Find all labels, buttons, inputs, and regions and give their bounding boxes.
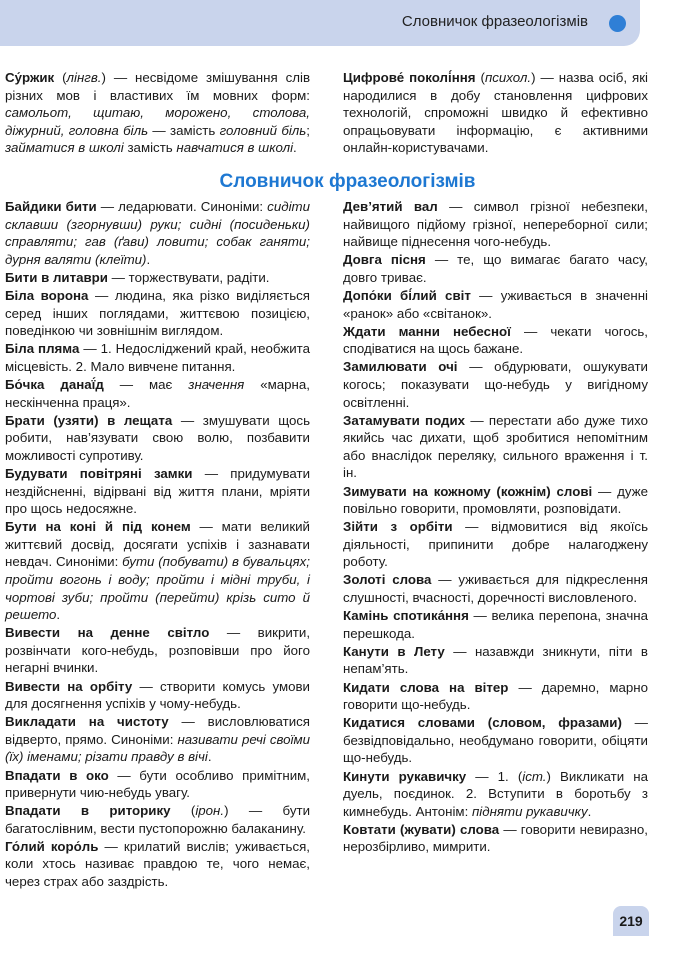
entry-text: . <box>207 749 212 765</box>
left-dictionary-column <box>5 198 310 891</box>
dictionary-entry <box>343 714 648 767</box>
entry-text: замість <box>123 140 177 156</box>
entry-term: Замилювати очі <box>343 359 458 375</box>
entry-term: Зійти з орбіти <box>343 519 453 535</box>
entry-term: Камінь спотика́ння <box>343 608 469 624</box>
entry-text: — торжествувати, радіти. <box>107 269 270 285</box>
dictionary-entry <box>343 679 648 714</box>
entry-term: Затамувати подих <box>343 412 466 428</box>
dictionary-entry <box>343 518 648 571</box>
dictionary-entry <box>5 465 310 518</box>
entry-term: Будувати повітряні замки <box>5 465 193 481</box>
entry-text: — уживається для підкреслення слушності, вчасності, доречності висловленого. <box>343 572 648 606</box>
top-left-column <box>5 69 310 157</box>
entry-text: — людина, яка різко виділяється серед інших поглядами, життєвою позицією, поведінкою чи зовнішнім виглядом. <box>5 287 310 339</box>
entry-text: «марна, нескінченна праця». <box>5 376 310 410</box>
entry-term: Ждати манни небесної <box>343 323 511 339</box>
entry-term: Бо́чка данаї́д <box>5 376 104 392</box>
entry-text: ; <box>306 122 310 138</box>
entry-text: — 1. Недосліджений край, необжита місцевість. 2. Мало вивчене питання. <box>5 341 310 374</box>
entry-text: ( <box>170 803 196 819</box>
entry-text: — дуже повільно говорити, промовляти, розповідати. <box>343 483 648 517</box>
entry-text: — назавжди зникнути, піти в непам’ять. <box>343 643 648 677</box>
dictionary-entry <box>343 198 648 251</box>
dictionary-entry <box>343 643 648 678</box>
entry-text: ( <box>475 70 485 85</box>
entry-italic-text: значення <box>188 376 245 392</box>
dictionary-entry <box>343 358 648 411</box>
dictionary-entry <box>343 251 648 286</box>
dictionary-entry <box>5 802 310 837</box>
entry-italic-text: лінгв. <box>66 70 102 85</box>
entry-text: ) — назва осіб, які народилися в добу становлення цифрових технологій, спроможні швидко й ефективно опрацьовувати інформацію, є активними онлайн-користувачами. <box>343 70 648 156</box>
entry-term: Впадати в риторику <box>5 803 171 819</box>
dictionary-entry <box>5 287 310 340</box>
entry-text: — перестати або дуже тихо якийсь час дихати, щоб зробитися непомітним або внаслідок переляку, сильного враження і т. ін. <box>343 412 649 481</box>
entry-italic-text: називати речі своїми (їх) іменами; різати правду в вічі <box>5 731 310 765</box>
entry-term: Байдики бити <box>5 199 97 214</box>
entry-text: — велика перепона, значна перешкода. <box>343 608 648 641</box>
dictionary-entry <box>5 198 310 268</box>
entry-term: Викладати на чистоту <box>5 714 169 730</box>
entry-text: — уживається в значенні «ранок» або «світанок». <box>343 287 648 321</box>
entry-text: ( <box>54 70 67 85</box>
entry-term: Канути в Лету <box>343 643 445 659</box>
entry-text: — крилатий вислів; уживається, коли хтось називає правдою те, чого немає, через страх або заздрість. <box>5 838 310 890</box>
dictionary-entry <box>343 571 648 606</box>
entry-text: — даремно, марно говорити що-небудь. <box>343 679 648 713</box>
entry-term: Біла ворона <box>5 287 89 303</box>
entry-text: . <box>146 251 151 267</box>
entry-term: Золоті слова <box>343 572 432 588</box>
header-dot-icon <box>609 15 626 32</box>
entry-text: — відмовитися від якоїсь діяльності, припинити добре налагоджену роботу. <box>343 519 648 570</box>
entry-term: Кидатися словами (словом, фразами) <box>343 715 622 731</box>
dictionary-entry <box>343 287 648 322</box>
top-left-entry <box>5 69 310 157</box>
entry-text: — бути особливо примітним, привернути чию-небудь увагу. <box>5 767 310 801</box>
entry-text: ) — несвідоме змішування слів різних мов і властивих їм мовних форм: <box>5 70 311 103</box>
entry-term: Ковтати (жувати) слова <box>343 821 500 837</box>
entry-term: Бути на коні й під конем <box>5 519 191 535</box>
entry-text: — придумувати нездійсненні, відірвані від життя плани, мріяти про щось недосяжне. <box>5 465 310 517</box>
dictionary-entry <box>343 483 648 518</box>
entry-text: — створити комусь умови для досягнення успіхів у чому-небудь. <box>5 678 310 712</box>
entry-term: Кидати слова на вітер <box>343 679 509 695</box>
entry-text: . <box>293 140 297 156</box>
entry-text: — те, що вимагає багато часу, довго триває. <box>343 252 648 285</box>
dictionary-entry <box>343 323 648 358</box>
entry-term: Вивести на денне світло <box>5 625 210 641</box>
entry-text: — змушувати щось робити, нав’язувати свою волю, позбавити можливості супротиву. <box>5 412 310 463</box>
entry-italic-text: ірон. <box>195 803 225 819</box>
entry-term: Впадати в око <box>5 767 109 783</box>
entry-term: Цифрове́ поколі́ння <box>343 70 476 85</box>
top-right-entry <box>343 69 648 157</box>
entry-term: Зимувати на кожному (кожнім) слові <box>343 483 593 499</box>
dictionary-entry <box>5 838 310 891</box>
entry-text: — символ грізної небезпеки, найвищого підйому грізної, непереборної сили; найвище піднесення чого-небудь. <box>343 199 648 250</box>
dictionary-entry <box>5 713 310 766</box>
entry-italic-text: сидіти склавши (згорнувши) руки; сидні (посиденьки) справляти; гав (ґави) ловити; собак ганяти; дурня валяти (клеїти) <box>5 199 310 267</box>
entry-text: — говорити невиразно, нерозбірливо, мимрити. <box>343 821 648 855</box>
entry-italic-text: психол. <box>484 70 532 85</box>
dictionary-entry <box>5 269 310 287</box>
dictionary-entry <box>5 412 310 465</box>
entry-term: Біла пляма <box>5 341 80 357</box>
entry-italic-text: займатися в школі <box>5 140 124 156</box>
entry-text: — 1. ( <box>466 768 523 784</box>
entry-italic-text: бути (побувати) в бувальцях; пройти вогонь і воду; пройти і мідні труби, і чортові зуби; пройти (перейти) крізь сито й решето <box>5 554 310 623</box>
page-header <box>0 0 640 46</box>
section-title: Словничок фразеологізмів <box>219 171 476 192</box>
entry-term: Допо́ки бі́лий світ <box>343 287 471 303</box>
entry-text: — обдурювати, ошукувати когось; показувати що-небудь у вигідному освітленні. <box>343 359 648 410</box>
entry-term: Дев’ятий вал <box>343 199 438 214</box>
dictionary-entry <box>5 376 310 411</box>
entry-text: — висловлюватися відверто, прямо. Синоніми: <box>5 714 310 747</box>
entry-italic-text: самольот, щитаю, морожено, столова, діжурний, головна біль <box>5 105 310 138</box>
dictionary-entry <box>343 821 648 856</box>
top-right-column <box>343 69 648 157</box>
entry-term: Бити в литаври <box>5 269 108 285</box>
entry-term: Го́лий коро́ль <box>5 838 99 854</box>
entry-term: Брати (узяти) в лещата <box>5 412 173 428</box>
entry-text: — має <box>103 376 189 392</box>
entry-text: — безвідповідально, необдумано говорити, обіцяти що-небудь. <box>343 715 648 766</box>
entry-italic-text: головний біль <box>219 122 307 138</box>
entry-term: Довга пісня <box>343 252 426 268</box>
header-title: Словничок фразеологізмів <box>401 13 588 30</box>
dictionary-entry <box>5 518 310 624</box>
page-number: 219 <box>613 906 649 936</box>
entry-text: — викрити, розвінчати кого-небудь, розповівши про його негарні вчинки. <box>5 625 311 676</box>
entry-text: ) — бути багатослівним, вести пустопорожню балаканину. <box>5 803 310 836</box>
dictionary-entry <box>343 607 648 642</box>
dictionary-entry <box>343 768 648 821</box>
entry-italic-text: іст. <box>522 768 547 784</box>
right-dictionary-column <box>343 198 648 856</box>
dictionary-entry <box>5 767 310 802</box>
entry-text: — чекати чогось, сподіватися на щось бажане. <box>343 323 648 357</box>
dictionary-entry <box>5 340 310 375</box>
entry-term: Су́ржик <box>5 70 55 85</box>
entry-text: — ледарювати. Синоніми: <box>96 199 268 214</box>
entry-text: . <box>587 803 592 819</box>
dictionary-entry <box>5 624 310 677</box>
entry-term: Вивести на орбіту <box>5 678 133 694</box>
entry-text: — замість <box>148 122 220 138</box>
dictionary-entry <box>343 412 648 482</box>
entry-text: — мати великий життєвий досвід, досягати успіхів і зазнавати невдач. Синоніми: <box>5 519 310 570</box>
entry-term: Кинути рукавичку <box>343 768 467 784</box>
entry-italic-text: навчатися в школі <box>176 140 294 156</box>
entry-text: . <box>56 607 61 623</box>
entry-italic-text: підняти рукавичку <box>471 803 588 819</box>
entry-text: ) Викликати на дуель, поєдинок. 2. Вступити в боротьбу з кимнебудь. Антонім: <box>343 768 648 819</box>
dictionary-entry <box>5 678 310 713</box>
